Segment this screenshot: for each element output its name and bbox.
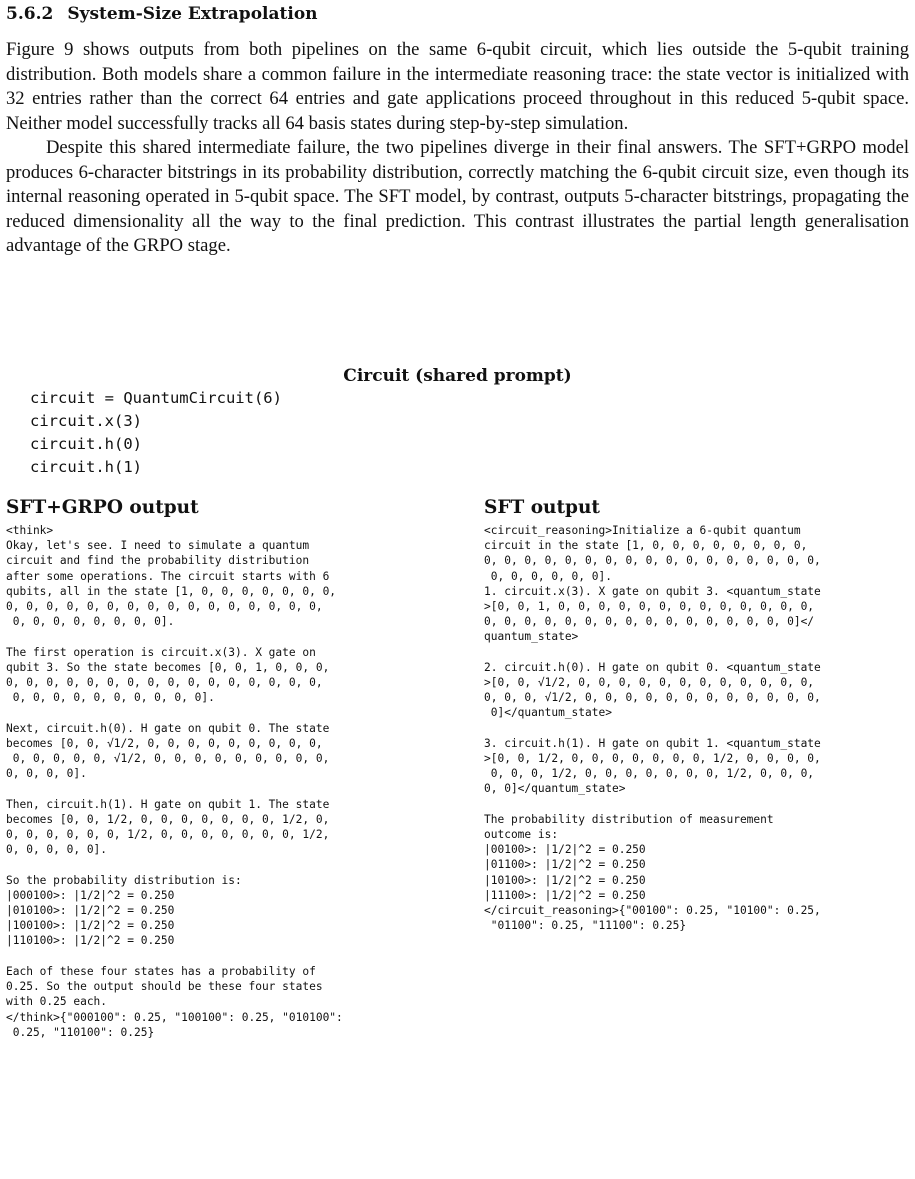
paragraph-1: Figure 9 shows outputs from both pipelines on the same 6-qubit circuit, which lies outside the 5-qubit training distribution. Both models share a common failure in the intermediate reasoning trace: the state vector is initialized with 32 entries rather than the correct 64 entries and gate applications proceed throughout in this reduced 5-qubit space. Neither model successfully tracks all 64 basis states during step-by-step simulation.	[6, 39, 909, 134]
circuit-code-block	[30, 387, 282, 479]
code-line: circuit.h(1)	[30, 458, 142, 476]
sft-grpo-output: <think> Okay, let's see. I need to simulate a quantum circuit and find the probability distribution after some operations. The circuit starts with 6 qubits, all in the state [1, 0, 0, 0, 0, 0, 0, 0, 0, 0, 0, 0, 0, 0, 0, 0, 0, 0, 0, 0, 0, 0, 0, 0, 0, 0, 0, 0, 0, 0, 0, 0]. The first operation is circuit.x(3). X gate on qubit 3. So the state becomes [0, 0, 1, 0, 0, 0, 0, 0, 0, 0, 0, 0, 0, 0, 0, 0, 0, 0, 0, 0, 0, 0, 0, 0, 0, 0, 0, 0, 0, 0, 0, 0]. Next, circuit.h(0). H gate on qubit 0. The state becomes [0, 0, √1/2, 0, 0, 0, 0, 0, 0, 0, 0, 0, 0, 0, 0, 0, 0, √1/2, 0, 0, 0, 0, 0, 0, 0, 0, 0, 0, 0, 0, 0]. Then, circuit.h(1). H gate on qubit 1. The state becomes [0, 0, 1/2, 0, 0, 0, 0, 0, 0, 0, 1/2, 0, 0, 0, 0, 0, 0, 0, 1/2, 0, 0, 0, 0, 0, 0, 0, 1/2, 0, 0, 0, 0, 0]. So the probability distribution is: |000100>: |1/2|^2 = 0.250 |010100>: |1/2|^2 = 0.250 |100100>: |1/2|^2 = 0.250 |110100>: |1/2|^2 = 0.250 Each of these four states has a probability of 0.25. So the output should be these four states with 0.25 each. </think>{"000100": 0.25, "100100": 0.25, "010100": 0.25, "110100": 0.25}	[6, 524, 343, 1039]
code-line: circuit = QuantumCircuit(6)	[30, 389, 282, 407]
sft-heading: SFT output	[484, 497, 600, 518]
section-number: 5.6.2	[6, 4, 54, 24]
section-title: System-Size Extrapolation	[67, 4, 318, 24]
paragraph-2: Despite this shared intermediate failure, the two pipelines diverge in their final answers. The SFT+GRPO model produces 6-character bitstrings in its probability distribution, correctly matching the 6-qubit circuit size, even though its internal reasoning operated in 5-qubit space. The SFT model, by contrast, outputs 5-character bitstrings, propagating the reduced dimensionality all the way to the final prediction. This contrast illustrates the partial length generalisation advantage of the GRPO stage.	[6, 137, 909, 256]
body-text	[6, 38, 909, 259]
sft-grpo-heading: SFT+GRPO output	[6, 497, 199, 518]
circuit-caption: Circuit (shared prompt)	[343, 366, 572, 386]
code-line: circuit.x(3)	[30, 412, 142, 430]
section-heading	[6, 4, 318, 24]
sft-output: <circuit_reasoning>Initialize a 6-qubit quantum circuit in the state [1, 0, 0, 0, 0, 0, 0, 0, 0, 0, 0, 0, 0, 0, 0, 0, 0, 0, 0, 0, 0, 0, 0, 0, 0, 0, 0, 0, 0, 0, 0, 0]. 1. circuit.x(3). X gate on qubit 3. <quantum_state >[0, 0, 1, 0, 0, 0, 0, 0, 0, 0, 0, 0, 0, 0, 0, 0, 0, 0, 0, 0, 0, 0, 0, 0, 0, 0, 0, 0, 0, 0, 0, 0]</ quantum_state> 2. circuit.h(0). H gate on qubit 0. <quantum_state >[0, 0, √1/2, 0, 0, 0, 0, 0, 0, 0, 0, 0, 0, 0, 0, 0, 0, 0, √1/2, 0, 0, 0, 0, 0, 0, 0, 0, 0, 0, 0, 0, 0]</quantum_state> 3. circuit.h(1). H gate on qubit 1. <quantum_state >[0, 0, 1/2, 0, 0, 0, 0, 0, 0, 0, 1/2, 0, 0, 0, 0, 0, 0, 0, 1/2, 0, 0, 0, 0, 0, 0, 0, 1/2, 0, 0, 0, 0, 0]</quantum_state> The probability distribution of measurement outcome is: |00100>: |1/2|^2 = 0.250 |01100>: |1/2|^2 = 0.250 |10100>: |1/2|^2 = 0.250 |11100>: |1/2|^2 = 0.250 </circuit_reasoning>{"00100": 0.25, "10100": 0.25, "01100": 0.25, "11100": 0.25}	[484, 524, 821, 933]
code-line: circuit.h(0)	[30, 435, 142, 453]
